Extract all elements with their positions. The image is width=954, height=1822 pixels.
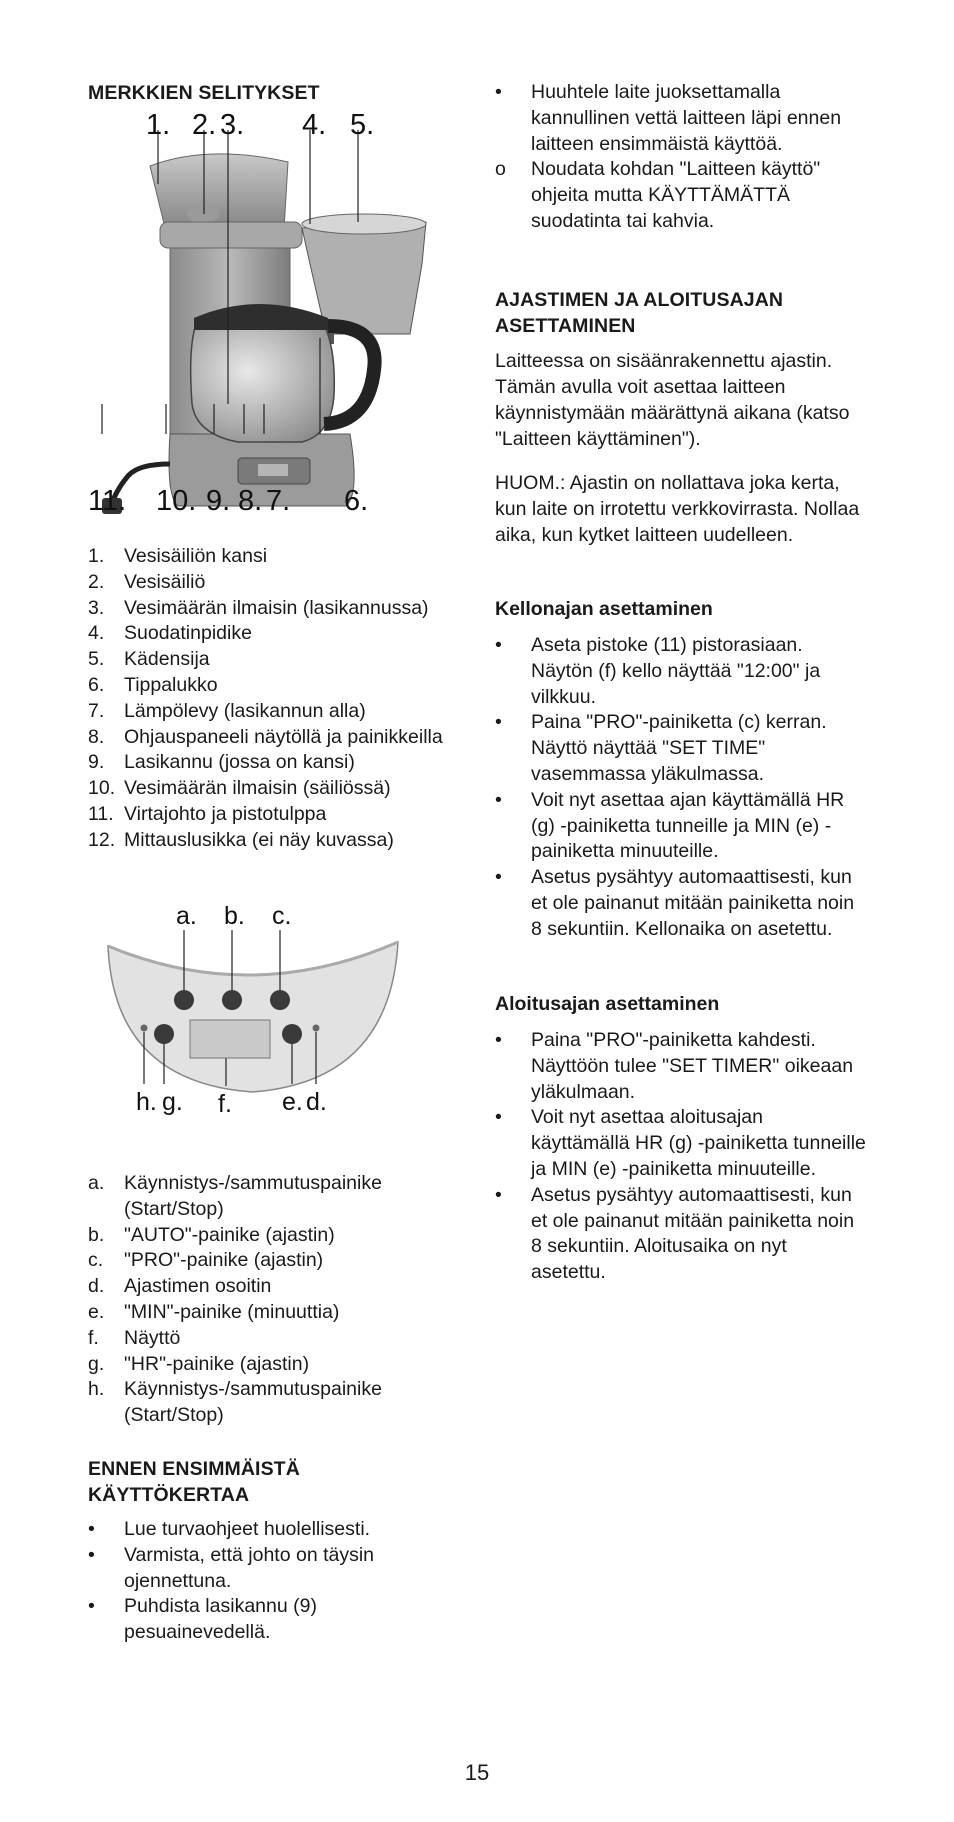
controls-list	[88, 1171, 460, 1429]
parts-item: 5. Kädensija	[88, 648, 210, 671]
parts-item: 8. Ohjauspaneeli näytöllä ja painikkeilla	[88, 725, 443, 748]
controls-item: b. "AUTO"-painike (ajastin)	[88, 1223, 335, 1246]
list-item: • Varmista, että johto on täysin ojennettuna.	[88, 1543, 375, 1592]
figure-label-2: 2.	[192, 109, 217, 141]
list-item: • Paina "PRO"-painiketta (c) kerran. Näyttö näyttää "SET TIME" vasemmassa yläkulmassa.	[495, 711, 827, 785]
figure-label-h: h.	[136, 1088, 157, 1116]
list-item: • Paina "PRO"-painiketta kahdesti. Näyttöön tulee "SET TIMER" oikeaan yläkulmaan.	[495, 1029, 854, 1103]
control-panel-figure	[102, 896, 402, 1128]
parts-item: 7. Lämpölevy (lasikannun alla)	[88, 699, 366, 722]
figure-label-10: 10.	[156, 485, 197, 517]
parts-item: 3. Vesimäärän ilmaisin (lasikannussa)	[88, 596, 429, 619]
page-number: 15	[464, 1760, 490, 1785]
parts-list	[88, 544, 460, 854]
before-first-use-list	[88, 1517, 428, 1646]
figure-label-g: g.	[162, 1088, 183, 1116]
figure-label-c: c.	[272, 902, 292, 930]
figure-label-9: 9.	[206, 485, 231, 517]
list-item: • Huuhtele laite juoksettamalla kannullinen vettä laitteen läpi ennen laitteen ensimmäistä käyttöä.	[495, 81, 842, 155]
figure-label-5: 5.	[350, 109, 375, 141]
controls-item: a. Käynnistys-/sammutuspainike (Start/Stop)	[88, 1172, 382, 1220]
figure-label-6: 6.	[344, 485, 369, 517]
legend-title: MERKKIEN SELITYKSET	[88, 82, 320, 104]
list-item: o Noudata kohdan "Laitteen käyttö" ohjeita mutta KÄYTTÄMÄTTÄ suodatinta tai kahvia.	[495, 158, 821, 232]
parts-item: 1. Vesisäiliön kansi	[88, 545, 268, 567]
rinse-list	[495, 80, 855, 235]
controls-item: f. Näyttö	[88, 1326, 181, 1349]
timer-intro-paragraph: Laitteessa on sisäänrakennettu ajastin. Tämän avulla voit asettaa laitteen käynnistymään määrättynä aikana (katso "Laitteen käyttäminen").	[495, 350, 850, 450]
figure-label-11: 11.	[88, 485, 127, 517]
list-item: • Asetus pysähtyy automaattisesti, kun et ole painanut mitään painiketta noin 8 sekuntiin. Kellonaika on asetettu.	[495, 866, 855, 940]
figure-label-1: 1.	[146, 109, 171, 141]
list-item: • Aseta pistoke (11) pistorasiaan. Näytön (f) kello näyttää "12:00" ja vilkkuu.	[495, 634, 821, 708]
parts-item: 11. Virtajohto ja pistotulppa	[88, 802, 327, 825]
figure-label-7: 7.	[266, 485, 291, 517]
before-first-use-title: ENNEN ENSIMMÄISTÄ KÄYTTÖKERTAA	[88, 1458, 300, 1506]
figure-label-b: b.	[224, 902, 245, 930]
controls-item: e. "MIN"-painike (minuuttia)	[88, 1300, 340, 1323]
figure-label-f: f.	[218, 1090, 232, 1118]
timer-section-title: AJASTIMEN JA ALOITUSAJAN ASETTAMINEN	[495, 289, 784, 337]
clock-setting-list	[495, 633, 867, 943]
parts-item: 4. Suodatinpidike	[88, 622, 252, 645]
clock-setting-title: Kellonajan asettaminen	[495, 598, 713, 620]
controls-item: h. Käynnistys-/sammutuspainike (Start/Stop)	[88, 1378, 382, 1427]
timer-note-paragraph: HUOM.: Ajastin on nollattava joka kerta, kun laite on irrotettu verkkovirrasta. Nollaa aika, kun kytket laitteen uudelleen.	[495, 472, 860, 546]
parts-item: 9. Lasikannu (jossa on kansi)	[88, 751, 355, 774]
parts-item: 10. Vesimäärän ilmaisin (säiliössä)	[88, 777, 391, 800]
parts-item: 2. Vesisäiliö	[88, 570, 206, 593]
list-item: • Puhdista lasikannu (9) pesuainevedellä.	[88, 1595, 317, 1644]
parts-item: 6. Tippalukko	[88, 673, 218, 696]
figure-label-a: a.	[176, 902, 197, 930]
list-item: • Lue turvaohjeet huolellisesti.	[88, 1518, 371, 1540]
start-time-list	[495, 1028, 867, 1286]
list-item: • Voit nyt asettaa ajan käyttämällä HR (g) -painiketta tunneille ja MIN (e) -painiketta minuuteille.	[495, 788, 845, 863]
coffee-maker-figure	[88, 104, 458, 524]
start-time-title: Aloitusajan asettaminen	[495, 993, 720, 1015]
controls-item: c. "PRO"-painike (ajastin)	[88, 1249, 324, 1272]
parts-item: 12. Mittauslusikka (ei näy kuvassa)	[88, 828, 394, 851]
figure-label-8: 8.	[238, 485, 263, 517]
figure-label-e: e.	[282, 1088, 303, 1116]
controls-item: g. "HR"-painike (ajastin)	[88, 1352, 310, 1375]
list-item: • Asetus pysähtyy automaattisesti, kun et ole painanut mitään painiketta noin 8 sekuntiin. Aloitusaika on nyt asetettu.	[495, 1183, 855, 1284]
figure-label-3: 3.	[220, 109, 245, 141]
figure-label-d: d.	[306, 1088, 327, 1116]
list-item: • Voit nyt asettaa aloitusajan käyttämällä HR (g) -painiketta tunneille ja MIN (e) -painiketta minuuteille.	[495, 1106, 866, 1180]
figure-label-4: 4.	[302, 109, 327, 141]
controls-item: d. Ajastimen osoitin	[88, 1275, 272, 1298]
